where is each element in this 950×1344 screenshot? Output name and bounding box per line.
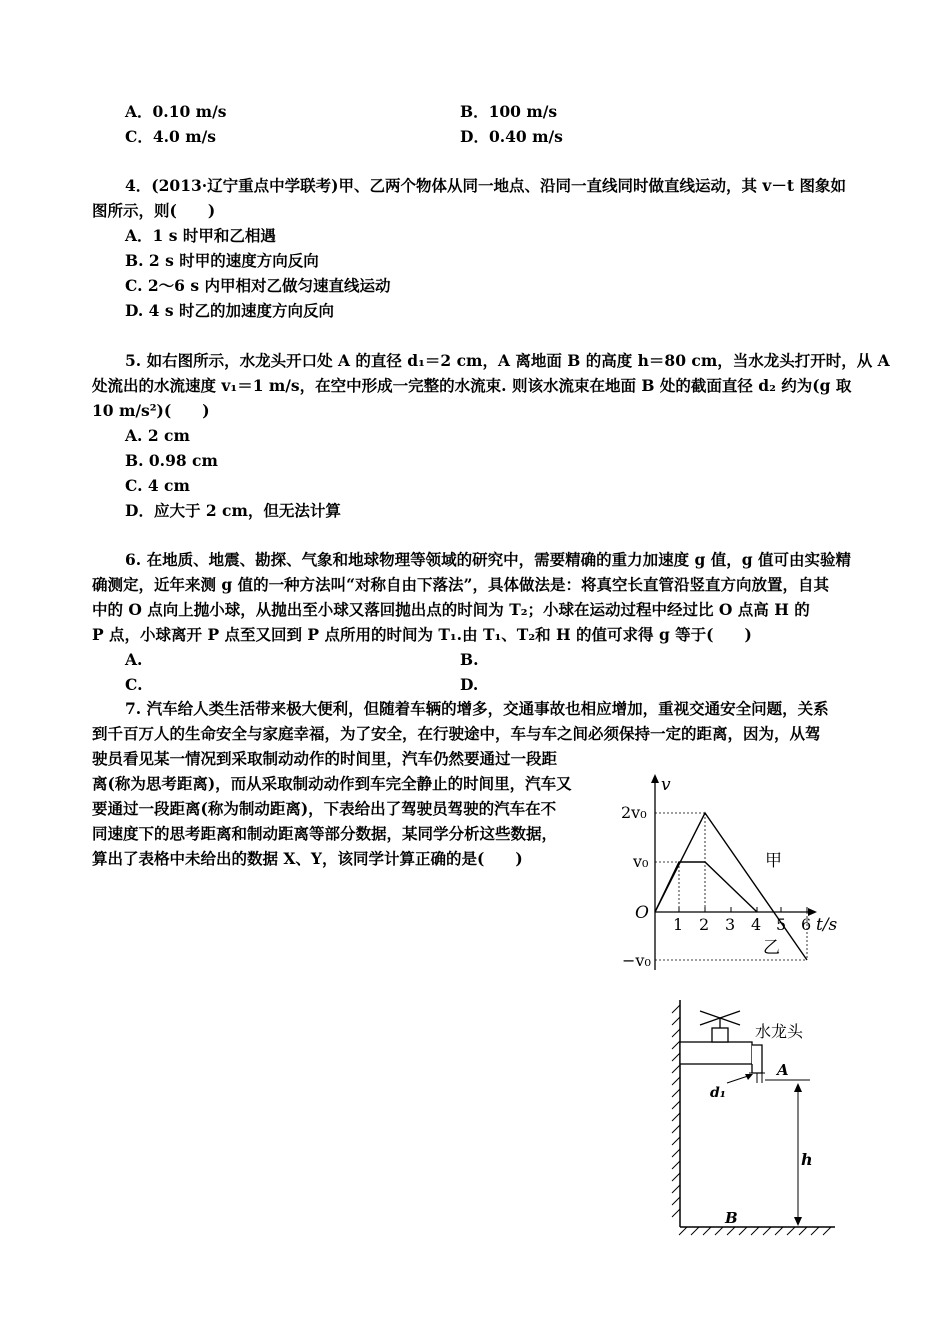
q3-option-a: A．0.10 m/s — [125, 102, 227, 121]
q5-option-a: A. 2 cm — [125, 426, 190, 445]
q6-option-c: C. — [125, 675, 143, 694]
q7-stem-line7: 算出了表格中未给出的数据 X、Y，该同学计算正确的是( ) — [92, 849, 523, 868]
vt-axis-v-label: v — [661, 775, 671, 795]
q6-stem-line1: 6. 在地质、地震、勘探、气象和地球物理等领域的研究中，需要精确的重力加速度 g 值，g 值可由实验精 — [125, 550, 851, 569]
vt-label-2v0: 2v₀ — [621, 803, 647, 822]
q3-option-d: D．0.40 m/s — [460, 127, 563, 146]
vt-axis-t-label: t/s — [816, 915, 838, 935]
vt-line-yi — [655, 862, 757, 912]
q6-option-d: D. — [460, 675, 479, 694]
q7-stem-line6: 同速度下的思考距离和制动距离等部分数据，某同学分析这些数据， — [92, 824, 558, 843]
vt-v-axis-arrow — [651, 774, 659, 783]
vt-graph — [615, 770, 845, 980]
q5-stem-line2: 处流出的水流速度 v₁＝1 m/s，在空中形成一完整的水流束. 则该水流束在地面 B 处的截面直径 d₂ 约为(g 取 — [92, 376, 852, 395]
ground-hatching — [679, 1227, 831, 1235]
faucet-figure — [665, 995, 845, 1240]
faucet-label-b: B — [725, 1209, 738, 1227]
vt-tick-4: 4 — [751, 915, 762, 934]
vt-label-neg-v0: −v₀ — [622, 951, 651, 970]
faucet-label-h: h — [801, 1150, 813, 1169]
h-arrow-bottom — [794, 1217, 802, 1226]
faucet-top-block — [712, 1028, 728, 1042]
q7-stem-line1: 7. 汽车给人类生活带来极大便利，但随着车辆的增多，交通事故也相应增加，重视交通安全问题，关系 — [125, 699, 829, 718]
q6-option-b: B. — [460, 650, 479, 669]
q3-option-c: C．4.0 m/s — [125, 127, 216, 146]
vt-tick-3: 3 — [725, 915, 736, 934]
q5-stem-line3: 10 m/s²)( ) — [92, 401, 210, 420]
q3-option-b: B．100 m/s — [460, 102, 558, 121]
q4-stem-line2: 图所示，则( ) — [92, 201, 216, 220]
vt-ticks — [679, 907, 807, 912]
q7-stem-line4: 离(称为思考距离)，而从采取制动动作到车完全静止的时间里，汽车又 — [92, 774, 572, 793]
q6-stem-line2: 确测定，近年来测 g 值的一种方法叫“对称自由下落法”，具体做法是：将真空长直管沿竖直方向放置，自其 — [92, 575, 829, 594]
q6-stem-line3: 中的 O 点向上抛小球，从抛出至小球又落回抛出点的时间为 T₂；小球在运动过程中经过比 O 点高 H 的 — [92, 600, 810, 619]
faucet-label-d1: d₁ — [710, 1085, 726, 1101]
q7-stem-line2: 到千百万人的生命安全与家庭幸福，为了安全，在行驶途中，车与车之间必须保持一定的距离，因为，从驾 — [92, 724, 821, 743]
q5-option-b: B. 0.98 cm — [125, 451, 218, 470]
q4-option-c: C. 2～6 s 内甲相对乙做匀速直线运动 — [125, 276, 391, 295]
q6-option-a: A. — [125, 650, 143, 669]
faucet-label: 水龙头 — [755, 1022, 804, 1041]
vt-tick-2: 2 — [699, 915, 710, 934]
faucet-spout — [752, 1045, 762, 1073]
q6-stem-line4: P 点，小球离开 P 点至又回到 P 点所用的时间为 T₁.由 T₁、T₂和 H 的值可求得 g 等于( ) — [92, 625, 752, 644]
q5-option-d: D．应大于 2 cm，但无法计算 — [125, 501, 341, 520]
q7-stem-line5: 要通过一段距离(称为制动距离)，下表给出了驾驶员驾驶的汽车在不 — [92, 799, 557, 818]
q4-option-b: B. 2 s 时甲的速度方向反向 — [125, 251, 319, 270]
vt-label-v0: v₀ — [633, 852, 649, 871]
vt-origin-label: O — [635, 903, 649, 923]
h-arrow-top — [794, 1083, 802, 1092]
q4-option-d: D. 4 s 时乙的加速度方向反向 — [125, 301, 334, 320]
q4-stem-line1: 4．(2013·辽宁重点中学联考)甲、乙两个物体从同一地点、沿同一直线同时做直线运动，其 v－t 图象如 — [125, 176, 846, 195]
vt-label-jia: 甲 — [765, 851, 782, 871]
wall-hatching — [672, 1005, 680, 1217]
vt-tick-5: 5 — [776, 915, 787, 934]
faucet-body — [680, 1042, 752, 1064]
q5-option-c: C. 4 cm — [125, 476, 190, 495]
vt-tick-6: 6 — [801, 915, 812, 934]
faucet-label-a: A — [777, 1061, 789, 1079]
q7-stem-line3: 驶员看见某一情况到采取制动动作的时间里，汽车仍然要通过一段距 — [92, 749, 558, 768]
vt-tick-1: 1 — [673, 915, 684, 934]
q4-option-a: A．1 s 时甲和乙相遇 — [125, 226, 276, 245]
vt-label-yi: 乙 — [763, 938, 780, 958]
q5-stem-line1: 5. 如右图所示，水龙头开口处 A 的直径 d₁＝2 cm，A 离地面 B 的高度 h＝80 cm，当水龙头打开时，从 A — [125, 351, 890, 370]
